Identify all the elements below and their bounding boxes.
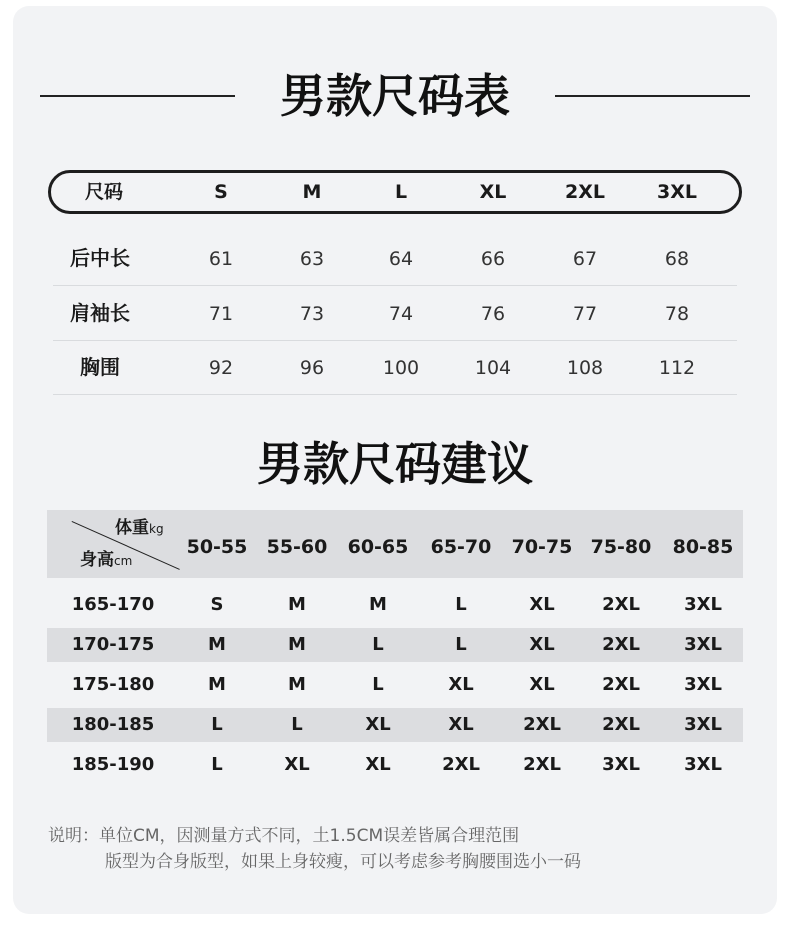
note-line-1: 说明：单位CM，因测量方式不同，土1.5CM误差皆属合理范围 — [48, 826, 520, 846]
size-row-label: 胸围 — [80, 355, 120, 379]
recommended-size: 2XL — [523, 714, 561, 735]
recommended-size: L — [372, 674, 384, 695]
recommendation-row — [47, 668, 743, 702]
weight-range-header: 70-75 — [511, 536, 573, 558]
recommended-size: XL — [448, 674, 474, 695]
title-divider-right — [555, 95, 750, 97]
recommended-size: 3XL — [684, 594, 722, 615]
size-row — [0, 287, 790, 341]
recommended-size: L — [455, 634, 467, 655]
recommended-size: 2XL — [442, 754, 480, 775]
size-value: 63 — [299, 248, 325, 270]
weight-range-header: 60-65 — [347, 536, 409, 558]
size-value: 104 — [474, 357, 512, 379]
size-value: 68 — [664, 248, 690, 270]
size-value: 92 — [208, 357, 234, 379]
recommended-size: XL — [365, 754, 391, 775]
size-row-label: 后中长 — [70, 246, 130, 270]
size-chart-title-row — [0, 66, 790, 126]
recommended-size: M — [208, 634, 226, 655]
recommendation-row — [47, 708, 743, 742]
size-row — [0, 341, 790, 395]
size-header-s: S — [214, 181, 228, 203]
size-value: 78 — [664, 303, 690, 325]
recommended-size: XL — [529, 634, 555, 655]
size-row-label: 肩袖长 — [70, 301, 130, 325]
size-header-m: M — [302, 181, 322, 203]
recommended-size: L — [291, 714, 303, 735]
weight-corner-label: 体重kg — [115, 518, 164, 538]
recommendation-row — [47, 748, 743, 782]
size-header-2xl: 2XL — [565, 181, 605, 203]
recommended-size: M — [369, 594, 387, 615]
size-value: 112 — [658, 357, 696, 379]
height-range-label: 170-175 — [71, 634, 155, 655]
recommended-size: 2XL — [523, 754, 561, 775]
size-value: 77 — [572, 303, 598, 325]
size-header-3xl: 3XL — [657, 181, 697, 203]
recommended-size: XL — [448, 714, 474, 735]
size-header-label: 尺码 — [84, 181, 124, 203]
recommended-size: L — [372, 634, 384, 655]
size-value: 73 — [299, 303, 325, 325]
weight-range-header: 65-70 — [430, 536, 492, 558]
recommended-size: M — [208, 674, 226, 695]
size-row — [0, 232, 790, 286]
height-corner-label: 身高cm — [80, 550, 133, 570]
size-header-l: L — [394, 181, 408, 203]
recommended-size: 3XL — [602, 754, 640, 775]
recommended-size: 2XL — [602, 674, 640, 695]
size-value: 100 — [382, 357, 420, 379]
recommended-size: 2XL — [602, 714, 640, 735]
size-value: 71 — [208, 303, 234, 325]
size-value: 66 — [480, 248, 506, 270]
weight-range-header: 75-80 — [590, 536, 652, 558]
size-value: 96 — [299, 357, 325, 379]
row-divider — [53, 394, 737, 395]
size-value: 76 — [480, 303, 506, 325]
row-divider — [53, 285, 737, 286]
note-line-2: 版型为合身版型，如果上身较瘦，可以考虑参考胸腰围选小一码 — [105, 852, 581, 872]
height-range-label: 180-185 — [71, 714, 155, 735]
size-value: 108 — [566, 357, 604, 379]
recommended-size: 3XL — [684, 674, 722, 695]
recommended-size: M — [288, 674, 306, 695]
recommended-size: S — [210, 594, 224, 615]
recommendation-row — [47, 588, 743, 622]
recommendation-row — [47, 628, 743, 662]
recommended-size: XL — [365, 714, 391, 735]
height-range-label: 165-170 — [71, 594, 155, 615]
recommended-size: M — [288, 634, 306, 655]
weight-range-header: 80-85 — [672, 536, 734, 558]
size-value: 61 — [208, 248, 234, 270]
size-value: 64 — [388, 248, 414, 270]
recommended-size: 3XL — [684, 754, 722, 775]
recommendation-title-row — [0, 434, 790, 494]
recommended-size: 2XL — [602, 594, 640, 615]
recommendation-title: 男款尺码建议 — [257, 437, 533, 491]
recommended-size: 3XL — [684, 634, 722, 655]
recommended-size: L — [211, 754, 223, 775]
height-range-label: 175-180 — [71, 674, 155, 695]
recommended-size: L — [211, 714, 223, 735]
size-value: 74 — [388, 303, 414, 325]
recommended-size: 2XL — [602, 634, 640, 655]
size-header-xl: XL — [479, 181, 507, 203]
recommended-size: M — [288, 594, 306, 615]
recommended-size: L — [455, 594, 467, 615]
recommended-size: XL — [529, 674, 555, 695]
weight-range-header: 50-55 — [186, 536, 248, 558]
recommended-size: 3XL — [684, 714, 722, 735]
size-value: 67 — [572, 248, 598, 270]
recommended-size: XL — [284, 754, 310, 775]
weight-range-header: 55-60 — [266, 536, 328, 558]
recommended-size: XL — [529, 594, 555, 615]
size-chart-title: 男款尺码表 — [280, 69, 510, 123]
height-range-label: 185-190 — [71, 754, 155, 775]
